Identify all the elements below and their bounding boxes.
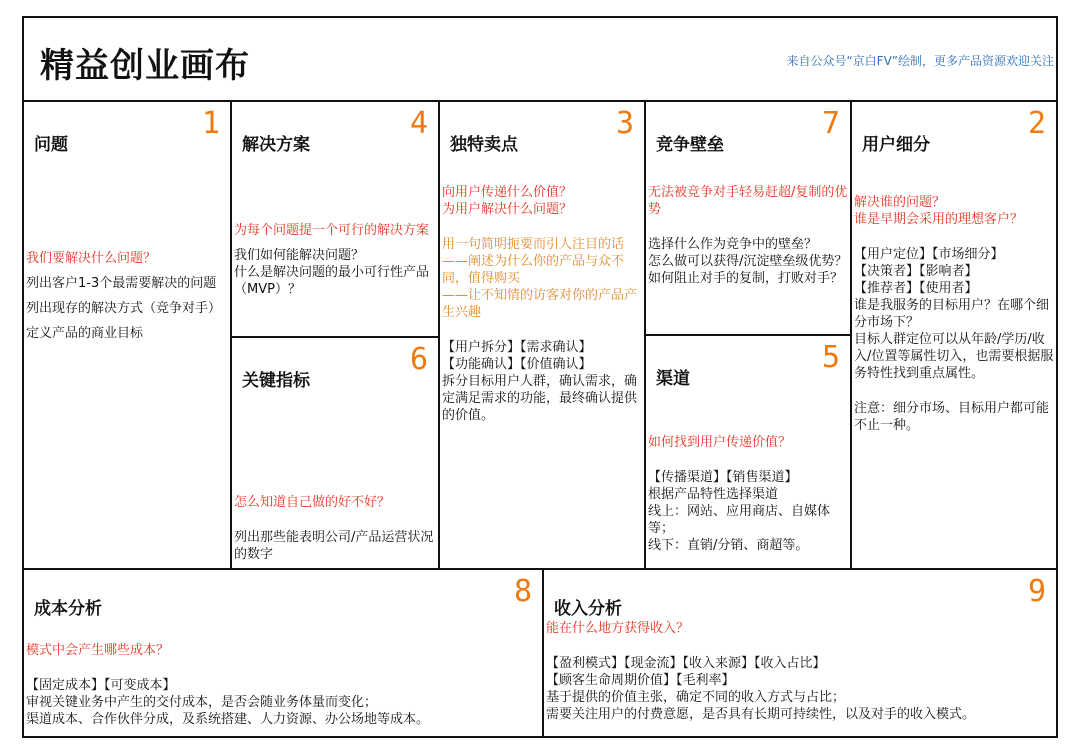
- block-text: 列出现存的解决方式（竞争对手）: [26, 301, 222, 316]
- block-tags: 【功能确认】【价值确认】: [442, 357, 592, 372]
- block-tags: 【用户定位】【市场细分】: [854, 247, 1004, 262]
- block-text: 基于提供的价值主张，确定不同的收入方式与占比；: [546, 690, 846, 705]
- block-body: [854, 194, 1054, 442]
- block-highlight: ——阐述为什么你的产品与众不同，值得购买: [442, 254, 625, 286]
- block-title: 收入分析: [554, 599, 622, 619]
- canvas-title: 精益创业画布: [40, 46, 250, 86]
- block-key-metrics: [230, 336, 438, 568]
- block-title: 竞争壁垒: [656, 135, 724, 155]
- block-body: [442, 184, 642, 432]
- block-text: 线下：直销/分销、商超等。: [648, 538, 809, 553]
- block-text: 选择什么作为竞争中的壁垒？: [648, 237, 818, 252]
- block-title: 成本分析: [34, 599, 102, 619]
- block-text: 需要关注用户的付费意愿，是否具有长期可持续性，以及对手的收入模式。: [546, 707, 976, 722]
- block-question: 无法被竞争对手轻易赶超/复制的优势: [648, 185, 848, 217]
- block-revenue-streams: [542, 568, 1056, 736]
- block-body: [234, 494, 436, 571]
- block-body: [26, 250, 228, 350]
- block-text: 如何阻止对手的复制，打败对手？: [648, 271, 844, 286]
- block-text: 怎么做可以获得/沉淀壁垒级优势？: [648, 254, 848, 269]
- block-title: 关键指标: [242, 371, 310, 391]
- block-problem: [24, 100, 230, 568]
- block-text: 渠道成本、合作伙伴分成，及系统搭建、人力资源、办公场地等成本。: [26, 712, 430, 727]
- block-tags: 【盈利模式】【现金流】【收入来源】【收入占比】: [546, 656, 826, 671]
- block-text: 根据产品特性选择渠道: [648, 487, 779, 502]
- block-highlight: 用一句简明扼要而引人注目的话: [442, 237, 625, 252]
- block-number: 8: [513, 574, 532, 609]
- block-text: 注意：细分市场、目标用户都可能不止一种。: [854, 401, 1050, 433]
- block-text: 目标人群定位可以从年龄/学历/收入/位置等属性切入，也需要根据服务特性找到重点属性。: [854, 332, 1054, 381]
- block-text: 审视关键业务中产生的交付成本，是否会随业务体量而变化；: [26, 695, 378, 710]
- block-solution: [230, 100, 438, 336]
- block-question: 模式中会产生哪些成本？: [26, 643, 170, 658]
- block-question: 向用户传递什么价值？: [442, 185, 573, 200]
- block-text: 列出客户1-3个最需要解决的问题: [26, 276, 217, 291]
- block-question: 如何找到用户传递价值？: [648, 435, 792, 450]
- credit-note: 来自公众号“京白FV”绘制，更多产品资源欢迎关注: [786, 54, 1054, 68]
- block-unfair-advantage: [644, 100, 850, 334]
- block-text: 列出那些能表明公司/产品运营状况的数字: [234, 530, 434, 562]
- block-body: [648, 184, 848, 295]
- block-tags: 【顾客生命周期价值】【毛利率】: [546, 673, 735, 688]
- block-tags: 【传播渠道】【销售渠道】: [648, 470, 798, 485]
- block-question: 为用户解决什么问题？: [442, 202, 573, 217]
- block-question: 谁是早期会采用的理想客户？: [854, 212, 1024, 227]
- block-title: 解决方案: [242, 135, 310, 155]
- block-number: 9: [1027, 574, 1046, 609]
- block-question: 为每个问题提一个可行的解决方案: [234, 223, 430, 238]
- block-body: [234, 222, 436, 306]
- block-text: 定义产品的商业目标: [26, 326, 144, 341]
- block-text: 谁是我服务的目标用户？在哪个细分市场下？: [854, 298, 1050, 330]
- block-tags: 【决策者】【影响者】: [854, 264, 978, 279]
- lean-canvas: [22, 16, 1058, 738]
- block-text: 什么是解决问题的最小可行性产品（MVP）？: [234, 265, 430, 297]
- block-question: 解决谁的问题？: [854, 195, 946, 210]
- block-tags: 【固定成本】【可变成本】: [26, 678, 176, 693]
- block-text: 拆分目标用户人群，确认需求，确定满足需求的功能，最终确认提供的价值。: [442, 374, 638, 423]
- block-highlight: ——让不知情的访客对你的产品产生兴趣: [442, 288, 638, 320]
- block-number: 4: [409, 106, 428, 141]
- block-title: 问题: [34, 135, 68, 155]
- block-tags: 【用户拆分】【需求确认】: [442, 340, 592, 355]
- block-title: 独特卖点: [450, 135, 518, 155]
- canvas-header: [24, 18, 1056, 100]
- block-text: 我们如何能解决问题？: [234, 248, 365, 263]
- block-number: 5: [821, 340, 840, 375]
- block-title: 渠道: [656, 369, 690, 389]
- block-number: 6: [409, 342, 428, 377]
- block-customer-segments: [850, 100, 1056, 568]
- block-text: 线上：网站、应用商店、自媒体等；: [648, 504, 831, 536]
- block-body: [648, 434, 848, 562]
- block-unique-value: [438, 100, 644, 568]
- block-number: 1: [201, 106, 220, 141]
- block-question: 能在什么地方获得收入？: [546, 621, 690, 636]
- block-question: 我们要解决什么问题？: [26, 251, 157, 266]
- block-tags: 【推荐者】【使用者】: [854, 281, 978, 296]
- block-number: 3: [615, 106, 634, 141]
- block-question: 怎么知道自己做的好不好？: [234, 495, 391, 510]
- block-body: [546, 620, 1054, 723]
- block-body: [26, 642, 540, 728]
- block-number: 2: [1027, 106, 1046, 141]
- block-title: 用户细分: [862, 135, 930, 155]
- block-cost-structure: [24, 568, 542, 736]
- block-channels: [644, 334, 850, 568]
- block-number: 7: [821, 106, 840, 141]
